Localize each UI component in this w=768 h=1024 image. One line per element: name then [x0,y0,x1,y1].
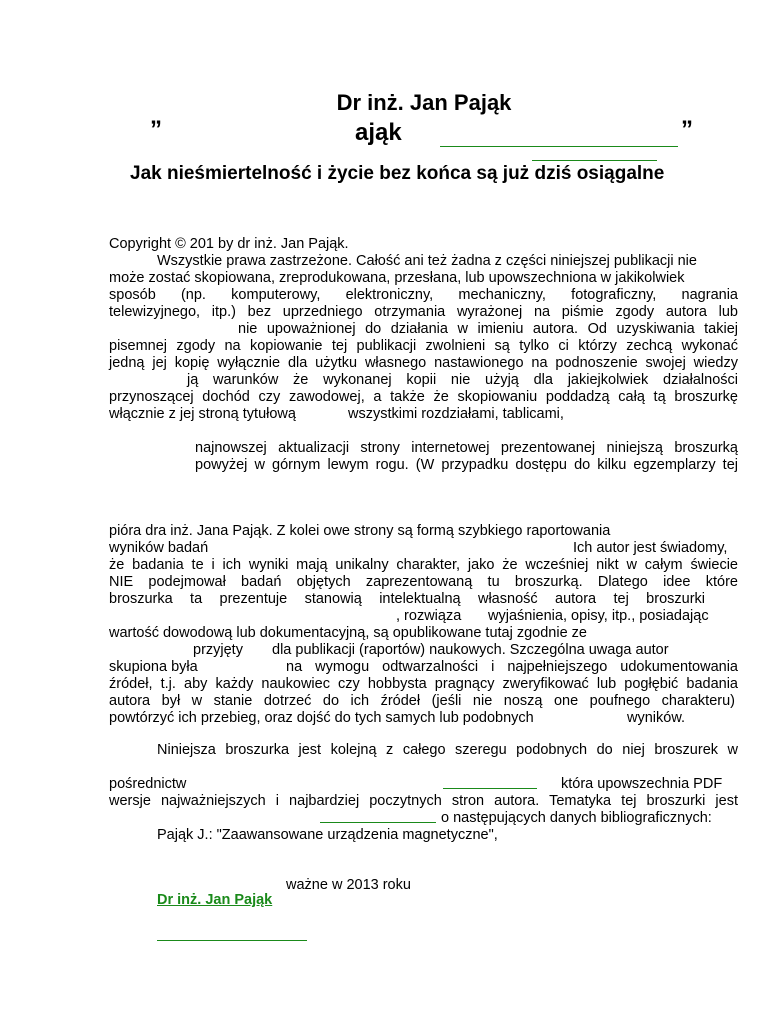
body-line: powyżej w górnym lewym rogu. (W przypadku dostępu do kilku egzemplarzy tej [195,457,738,473]
body-line: powtórzyć ich przebieg, oraz dojść do tych samych lub podobnych [109,710,534,726]
body-line: wyjaśnienia, opisy, itp., posiadając [488,608,709,624]
copyright-line: Copyright © 201 by dr inż. Jan Pająk. [109,236,349,252]
subtitle: Jak nieśmiertelność i życie bez końca są już dziś osiągalne [130,163,665,184]
body-line: która upowszechnia PDF [561,776,723,792]
body-line: skupiona była [109,659,198,675]
body-line: ją warunków że wykonanej kopii nie użyją dla jakiejkolwiek działalności [187,372,738,388]
body-line: Ich autor jest świadomy, [573,540,728,556]
body-line: , rozwiąza [396,608,462,624]
body-line: broszurka ta prezentuje stanowią intelektualną własność autora tej broszurki [109,591,705,607]
body-line: przynoszącej dochód czy zawodowej, a także że skopiowaniu poddadzą całą tą broszurkę [109,389,738,405]
body-line: włącznie z jej stroną tytułową [109,406,296,422]
body-line: pisemnej zgody na kopiowanie tej publikacji zwolnieni są tylko ci którzy zechcą wykonać [109,338,738,354]
body-line: ważne w 2013 roku [286,877,411,893]
body-line: najnowszej aktualizacji strony internetowej prezentowanej niniejszą broszurką [195,440,738,456]
subtitle-link-underline[interactable] [532,160,657,161]
body-line: źródeł, t.j. aby każdy naukowiec czy hobbysta pragnący zweryfikować lub pogłębić badania [109,676,738,692]
body-line: przyjęty [193,642,243,658]
blank-link-line[interactable] [157,940,307,941]
body-line: wyników. [627,710,686,726]
body-line: sposób (np. komputerowy, elektroniczny, mechaniczny, fotograficzny, nagrania [109,287,738,303]
body-line: że badania te i ich wyniki mają unikalny charakter, jako że wcześniej nikt w całym świecie [109,557,738,573]
body-line: nie upoważnionej do działania w imieniu autora. Od uzyskiwania takiej [238,321,738,337]
blank-link-line[interactable] [443,788,537,789]
body-line: autora był w stanie dotrzeć do ich źródeł (jeśli nie noszą one poufnego charakteru) [109,693,735,709]
body-line: jedną jej kopię wyłącznie dla użytku własnego nastawionego na podnoszenie swojej wiedzy [109,355,738,371]
body-line: pośrednictw [109,776,187,792]
body-line: Wszystkie prawa zastrzeżone. Całość ani też żadna z części niniejszej publikacji nie [157,253,697,269]
body-line: o następujących danych bibliograficznych: [441,810,712,826]
body-line: telewizyjnego, itp.) bez uprzedniego otrzymania wyrażonej na piśmie zgody autora lub [109,304,738,320]
body-line: wersje najważniejszych i najbardziej poczytnych stron autora. Tematyka tej broszurki jest [109,793,738,809]
title-blank-line [440,146,678,147]
body-line: wartość dowodową lub dokumentacyjną, są opublikowane tutaj zgodnie ze [109,625,587,641]
open-quote: ” [150,116,162,143]
blank-link-line[interactable] [320,822,436,823]
body-line: wszystkimi rozdziałami, tablicami, [348,406,564,422]
body-line: dla publikacji (raportów) naukowych. Szczególna uwaga autor [272,642,669,658]
citation-line: Pająk J.: "Zaawansowane urządzenia magnetyczne", [157,827,498,843]
close-quote: ” [681,116,693,143]
title-fragment: ająk [355,119,402,146]
body-line: NIE podejmował badań objętych zaprezentowaną tu broszurką. Dlatego idee które [109,574,738,590]
body-line: wyników badań [109,540,209,556]
body-line: Niniejsza broszurka jest kolejną z całego szeregu podobnych do niej broszurek w [157,742,738,758]
body-line: pióra dra inż. Jana Pająk. Z kolei owe strony są formą szybkiego raportowania [109,523,611,539]
body-line: na wymogu odtwarzalności i najpełniejszego udokumentowania [286,659,738,675]
signature-link[interactable]: Dr inż. Jan Pająk [157,892,273,908]
body-line: może zostać skopiowana, zreprodukowana, przesłana, lub upowszechniona w jakikolwiek [109,270,685,286]
author-heading: Dr inż. Jan Pająk [336,90,512,115]
